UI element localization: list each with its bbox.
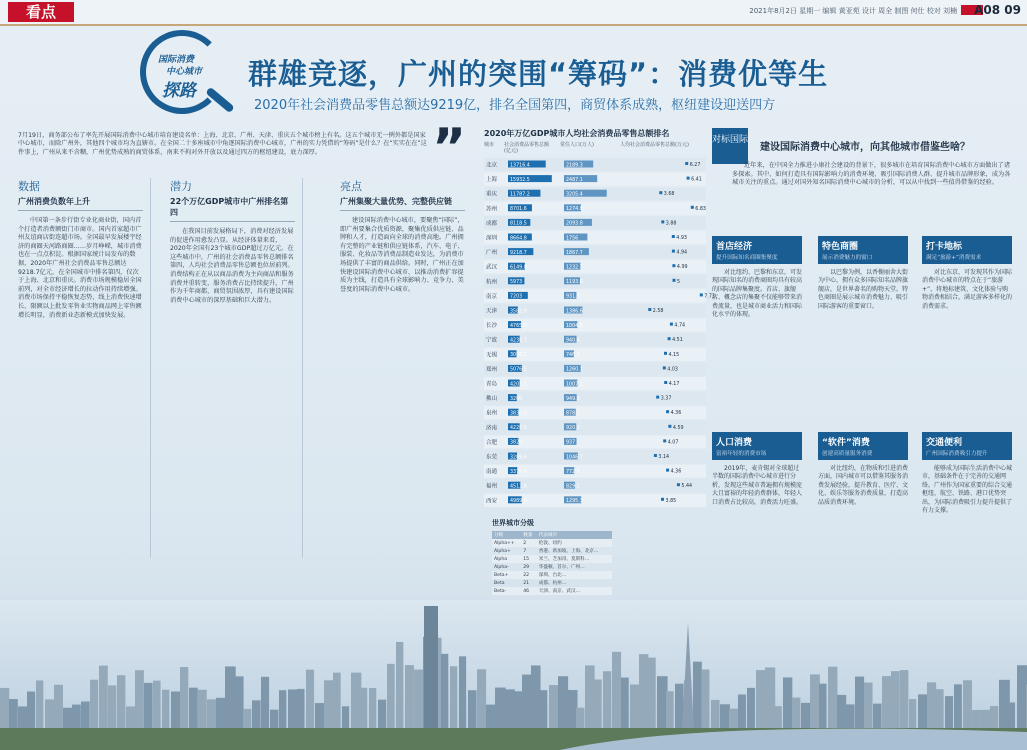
column-body: 在我国目前发展格局下，消费对经济发展的促进作用愈发凸显。从经济体量来看，2020年全国有23个城市GDP超过万亿元。在这些城市中，广州的社会消费品零售总额排名第四，人均社会消费品零售总额也位居前列。消费结构正在从以商品消费为主向商品和服务消费并重转变，服务消费占比持续提升，广州作为千年商都，商贸氛围浓厚，具有建设国际消费中心城市的深厚基础和巨大潜力。	[170, 228, 294, 304]
chart-percapita-point	[677, 483, 680, 486]
chart-percapita-point	[654, 454, 657, 457]
chart-population-label: 1232.7	[566, 265, 583, 271]
chart-retail-label: 3096.2	[510, 353, 527, 359]
chart-percapita-point	[666, 469, 669, 472]
benchmark-tag: 对标国际	[712, 128, 748, 164]
chart-percapita-point	[670, 323, 673, 326]
table-row	[492, 547, 612, 555]
badge-line-1: 国际消费	[158, 55, 195, 65]
chart-population-label: 2189.3	[566, 163, 583, 169]
chart-percapita-label: 2.58	[652, 309, 664, 314]
chart-percapita-point	[691, 206, 694, 209]
chart-population-label: 878.2	[566, 411, 580, 417]
chart-population-label: 1260.1	[566, 367, 583, 373]
chart-retail-label: 4226.5	[510, 426, 527, 432]
chart-city-label: 长沙	[486, 323, 498, 330]
chart-percapita-point	[685, 162, 688, 165]
column-highlight	[340, 178, 465, 294]
chart-city-label: 苏州	[486, 206, 498, 213]
chart-population-label: 1386.6	[566, 309, 583, 315]
chart-percapita-label: 4.51	[672, 338, 683, 344]
column-kicker: 潜力	[170, 180, 192, 193]
chart-percapita-label: 6.27	[689, 163, 701, 168]
column-title: 22个万亿GDP城市中广州排名第四	[170, 196, 295, 222]
tier-cell: 2	[521, 539, 537, 547]
table-row	[492, 571, 612, 579]
card-service	[818, 432, 908, 507]
column-kicker: 数据	[18, 180, 40, 193]
tower	[424, 606, 438, 730]
tier-cell: Alpha-	[494, 564, 509, 570]
chart-percapita-label: 4.94	[676, 250, 688, 256]
chart-retail-label: 5076.5	[510, 367, 527, 373]
chart-percapita-label: 5	[677, 279, 681, 285]
chart-percapita-label: 3.37	[660, 396, 672, 402]
chart-percapita-point	[672, 235, 675, 238]
card-title: 首店经济	[712, 236, 802, 253]
card-subtitle: 展示消费魅力的窗口	[818, 253, 908, 264]
card-title: 打卡地标	[922, 236, 1012, 253]
chart-population-label: 949.9	[566, 396, 580, 402]
chart-retail-label: 8664.8	[510, 236, 527, 242]
chart-percapita-label: 6.83	[695, 206, 706, 212]
chart-col-header: 常住人口(万人)	[560, 142, 594, 148]
chart-percapita-point	[661, 220, 664, 223]
chart-population-label: 772.7	[566, 469, 580, 475]
card-transport	[922, 432, 1012, 515]
chart-percapita-label: 3.68	[663, 192, 675, 198]
chart-retail-label: 15932.5	[510, 177, 530, 183]
benchmark-section	[712, 128, 1018, 208]
chart-canvas	[484, 128, 715, 508]
chart-percapita-point	[673, 279, 676, 282]
card-body: 对比纽约，在物质和引进消费方面，国内城市可以借鉴其服务消费发展经验，提升教育、医疗、文化、娱乐等服务消费质量，打造高品质消费环境。	[818, 465, 909, 506]
chart-percapita-point	[648, 308, 651, 311]
chart-population-label: 931.5	[566, 294, 580, 300]
chart-title: 2020年万亿GDP城市人均社会消费品零售总额排名	[484, 129, 670, 138]
chart-retail-label: 3370.4	[510, 469, 527, 475]
chart-percapita-label: 7.73	[704, 294, 715, 300]
tier-cell: Alpha++	[492, 539, 521, 547]
chart-population-label: 920.2	[566, 426, 580, 432]
section-tag: 看点	[8, 2, 74, 22]
city-tier-table	[492, 518, 612, 595]
card-subtitle: 富裕年轻的消费市场	[712, 449, 802, 460]
card-subtitle: 满足“旅游+”消费需求	[922, 253, 1012, 264]
headline: 群雄竞逐，广州的突围“筹码”：消费优等生	[248, 57, 829, 91]
chart-percapita-point	[672, 250, 675, 253]
chart-percapita-point	[664, 381, 667, 384]
chart-percapita-label: 4.03	[667, 367, 678, 373]
subheadline: 2020年社会消费品零售总额达9219亿，排名全国第四，商贸体系成熟，枢纽建设迎送四方	[254, 98, 776, 113]
chart-population-label: 937	[566, 440, 576, 446]
chart-population-label: 2093.8	[566, 221, 583, 227]
card-subtitle: 创建高质量服务消费	[818, 449, 908, 460]
badge-line-2: 中心城市	[166, 67, 203, 77]
badge-line-3: 探路	[162, 81, 196, 101]
chart-city-label: 郑州	[486, 366, 498, 373]
tier-cell: 成都、杭州…	[538, 581, 567, 586]
card-first-store	[712, 236, 802, 319]
column-body: 中国第一条步行街专业化商业街，国内首个打造者消费额街门市商市。国内首家超市广州友谊商店街连超市场。全国最早发展楼宇经济的商圈天河路商圈……岁月峥嵘，城市消费也在一点点积淀。根据国家统计局发布的数据，2020年广州社会消费品零售总额达9218.7亿元，在全国城市中排名第四，仅次于上海、北京和重庆。消费市场规模稳居全国前列，对全市经济增长的拉动作用持续增强。消费市场保持平稳恢复态势，线上消费快速增长，限额以上批发零售业实物商品网上零售额增长明显，消费新业态新模式加快发展。	[18, 217, 142, 319]
chart-city-label: 南京	[486, 293, 498, 300]
chart-percapita-point	[659, 191, 662, 194]
chart-percapita-point	[661, 498, 664, 501]
chart-percapita-point	[687, 177, 690, 180]
column-potential	[170, 178, 295, 305]
chart-city-label: 无锡	[486, 352, 498, 359]
page-number: A08 09	[974, 3, 1021, 17]
card-title: 特色商圈	[818, 236, 908, 253]
chart-percapita-label: 4.59	[672, 425, 684, 431]
chart-population-label: 746.2	[566, 353, 580, 359]
chart-percapita-label: 4.07	[667, 440, 679, 446]
tier-header-row	[492, 531, 612, 539]
tier-cell: 7	[523, 548, 527, 554]
chart-col-header: 社会消费品零售总额(亿元)	[504, 142, 550, 154]
chart-percapita-point	[663, 366, 666, 369]
chart-retail-label: 5973	[510, 280, 523, 286]
chart-city-label: 济南	[486, 425, 498, 432]
column-data	[18, 178, 143, 320]
chart-city-label: 成都	[486, 220, 498, 227]
column-divider	[150, 178, 151, 558]
chart-population-label: 1193.6	[566, 280, 583, 286]
chart-city-label: 深圳	[486, 235, 498, 242]
chart-retail-label: 4513.8	[510, 484, 527, 490]
table-row	[492, 579, 612, 587]
card-subtitle: 广州国际消费吸引力提升	[922, 449, 1012, 460]
tier-cell: Beta+	[492, 571, 521, 579]
card-body: 以巴黎为例，以香榭丽舍大街为中心，拥有众多国际知名品牌旗舰店，是世界著名的购物天堂。特色商圈是展示城市消费魅力、吸引国际游客的重要窗口。	[818, 269, 909, 310]
chart-retail-label: 13716.4	[510, 163, 530, 169]
chart-retail-label: 7203	[510, 294, 523, 300]
card-population	[712, 432, 802, 507]
chart-city-label: 佛山	[486, 396, 498, 403]
chart-percapita-label: 3.85	[665, 498, 677, 504]
chart-percapita-label: 4.17	[668, 382, 680, 387]
card-title: 交通便利	[922, 432, 1012, 449]
chart-percapita-label: 5.44	[681, 484, 693, 490]
tier-cell: 21	[523, 580, 530, 586]
chart-city-label: 福州	[486, 483, 498, 490]
card-body: 能够成为国际生活消费中心城市，基础条件在于完善的交通网络。广州作为国家重要的综合交通枢纽，航空、铁路、港口优势突出，为国际消费吸引力提升提供了有力支撑。	[922, 465, 1013, 515]
chart-percapita-point	[668, 425, 671, 428]
chart-percapita-label: 3.14	[658, 455, 670, 460]
chart-retail-label: 3582.9	[510, 309, 527, 315]
chart-city-label: 杭州	[486, 279, 498, 286]
chart-population-label: 1046.7	[566, 455, 583, 461]
edition-meta: 2021年8月2日 星期一 编辑 黄亚苑 设计 周全 制图 何仕 校对 刘楠	[749, 7, 957, 15]
tier-cell: 46	[521, 587, 537, 595]
chart-population-label: 1295.3	[566, 499, 583, 505]
chart-population-label: 3205.4	[566, 192, 583, 198]
chart-retail-label: 4203.1	[510, 382, 527, 388]
retail-chart	[484, 128, 715, 508]
tier-cell: Alpha	[492, 555, 521, 563]
chart-population-label: 1007.2	[566, 382, 583, 388]
chart-population-label: 829.1	[566, 484, 580, 490]
chart-retail-label: 8118.5	[510, 221, 527, 227]
tier-header: 分级	[492, 531, 521, 539]
column-body: 建设国际消费中心城市，要聚焦“国际”，即广州要集合优质资源，聚集优质供应链、品牌和人才，打造面向全球的消费高地。广州拥有完整的产业链和供应链体系，汽车、电子、服装、化妆品等消费品制造业发达，为消费市场提供了丰富的商品供给。同时，广州正在加快建设国际消费中心城市，以推动消费扩容提质为主线，打造具有全球影响力、竞争力、美誉度的国际消费中心城市。	[340, 217, 464, 293]
table-row	[492, 555, 612, 563]
card-body: 2019年，麦肯锡对全球超过半数的国际消费中心城市进行分析，发现这些城市普遍拥有规模庞大且富裕的年轻消费群体，年轻人口消费占比较高，消费活力旺盛。	[712, 465, 803, 506]
chart-population-label: 2487.1	[566, 177, 583, 183]
tier-table	[492, 531, 612, 595]
chart-percapita-point	[664, 352, 667, 355]
tier-cell: 天津、南京、武汉…	[537, 587, 612, 595]
tier-title: 世界城市分级	[492, 519, 534, 527]
tier-cell: 深圳、台北…	[537, 571, 612, 579]
table-row	[492, 587, 612, 595]
card-body: 对比东京，可发现其作为国际消费中心城市的特点在于“旅游+”，将地标建筑、文化体验与购物消费相结合，满足游客多样化的消费需求。	[922, 269, 1013, 310]
chart-percapita-point	[668, 337, 671, 340]
column-kicker: 亮点	[340, 180, 362, 193]
column-divider	[302, 178, 303, 558]
chart-percapita-label: 4.74	[674, 323, 686, 329]
chart-col-header: 人均社会消费品零售总额(万元)	[620, 142, 689, 148]
chart-retail-label: 3830.8	[510, 411, 527, 417]
tier-cell: Alpha+	[494, 548, 511, 554]
chart-percapita-label: 6.41	[691, 177, 702, 183]
chart-city-label: 天津	[486, 308, 498, 315]
chart-retail-label: 8701.6	[510, 207, 527, 213]
chart-population-label: 940.4	[566, 338, 580, 344]
chart-retail-label: 4989.3	[510, 499, 527, 505]
chart-city-label: 武汉	[486, 264, 498, 271]
benchmark-title: 建设国际消费中心城市，向其他城市借鉴些啥？	[760, 142, 970, 153]
card-title: “软件”消费	[818, 432, 908, 449]
chart-percapita-point	[666, 410, 669, 413]
tier-cell: 15	[521, 555, 537, 563]
chart-population-label: 1756	[566, 236, 579, 242]
chart-percapita-label: 4.99	[676, 265, 688, 271]
tier-cell: Beta-	[492, 587, 521, 595]
chart-city-label: 青岛	[486, 381, 498, 388]
card-landmark	[922, 236, 1012, 311]
chart-retail-label: 3820	[510, 440, 523, 446]
table-row	[492, 539, 612, 547]
chart-city-label: 合肥	[486, 439, 498, 446]
chart-percapita-label: 3.88	[665, 221, 677, 227]
chart-retail-label: 9218.7	[510, 250, 527, 256]
tier-cell: 香港、新加坡、上海、北京…	[538, 549, 599, 554]
tier-header: 代表城市	[537, 531, 612, 539]
chart-population-label: 1867.7	[566, 250, 583, 256]
column-title: 广州集聚大量优势、完整供应链	[340, 196, 465, 211]
chart-percapita-point	[700, 293, 703, 296]
chart-retail-label: 3200	[510, 396, 523, 402]
chart-city-label: 泉州	[486, 410, 498, 417]
chart-population-label: 1274.8	[566, 207, 583, 213]
top-bar	[0, 0, 1027, 26]
benchmark-body: 近年来，在中国全力推进小康社会建设的背景下，很多城市在培育国际消费中心城市方面做出了诸多探索。其中，如何打造具有国际影响力的消费环境、吸引国际消费人群、提升城市品牌形象，成为各城市关注的重点。通过对国外知名国际消费中心城市的分析，可以从中找到一些值得借鉴的经验。	[732, 162, 1011, 187]
chart-retail-label: 3289.6	[510, 455, 527, 461]
chart-city-label: 宁波	[486, 337, 498, 344]
lead-paragraph: 7月19日，商务部公布了率先开展国际消费中心城市培育建设名单：上海、北京、广州、天津、重庆五个城市榜上有名。这五个城市无一例外都是国家中心城市，而除广州外，其他四个城市均为直辖市。在全国二十多座城市中角逐国际消费中心城市，广州的实力凭借的“筹码”是什么？在“实实在在”这件事上，广州从来不含糊，广州优势成熟的商贸体系，南来不拘对外开放以及通过四方的枢纽建设，底力深厚。	[18, 132, 427, 156]
chart-retail-label: 4238.3	[510, 338, 527, 344]
quote-mark-icon: ”	[432, 118, 467, 178]
chart-percapita-point	[663, 439, 666, 442]
chart-city-label: 重庆	[486, 191, 498, 198]
city-skyline-image	[0, 600, 1027, 750]
chart-city-label: 南通	[486, 469, 498, 476]
tier-cell: 米兰、芝加哥、莫斯科…	[537, 555, 612, 563]
series-badge	[140, 30, 245, 120]
card-body: 对比纽约、巴黎和东京，可发现国际知名的消费商圈均具有较高的国际品牌集聚度。首店、旗舰店、概念店的集聚不仅能够带来消费流量，也是城市商业活力和国际化水平的体现。	[712, 269, 803, 319]
column-title: 广州消费负数年上升	[18, 196, 143, 211]
chart-percapita-label: 4.93	[676, 236, 687, 241]
tier-cell: 华盛顿、首尔、广州…	[538, 565, 585, 570]
card-feature-district	[818, 236, 908, 311]
table-row	[492, 563, 612, 571]
chart-retail-label: 11787.2	[510, 192, 530, 198]
chart-city-label: 上海	[486, 177, 498, 184]
chart-city-label: 西安	[486, 498, 498, 505]
chart-percapita-point	[672, 264, 675, 267]
tier-cell: 伦敦、纽约	[537, 539, 612, 547]
tier-cell: Beta	[494, 580, 505, 586]
chart-percapita-label: 4.36	[670, 469, 682, 475]
card-subtitle: 提升国际知名商圈集聚度	[712, 253, 802, 264]
chart-city-label: 东莞	[486, 454, 498, 461]
chart-col-header: 城市	[484, 142, 495, 148]
chart-percapita-label: 4.15	[668, 352, 680, 358]
tier-header: 数量	[521, 531, 537, 539]
chart-population-label: 1004.8	[566, 323, 583, 329]
tier-cell: 29	[523, 564, 530, 570]
chart-retail-label: 6149.8	[510, 265, 527, 271]
chart-percapita-point	[656, 396, 659, 399]
chart-city-label: 北京	[486, 162, 498, 169]
chart-retail-label: 4765.5	[510, 323, 527, 329]
chart-city-label: 广州	[486, 250, 498, 257]
tier-cell: 22	[521, 571, 537, 579]
chart-percapita-label: 4.36	[670, 411, 682, 417]
card-title: 人口消费	[712, 432, 802, 449]
